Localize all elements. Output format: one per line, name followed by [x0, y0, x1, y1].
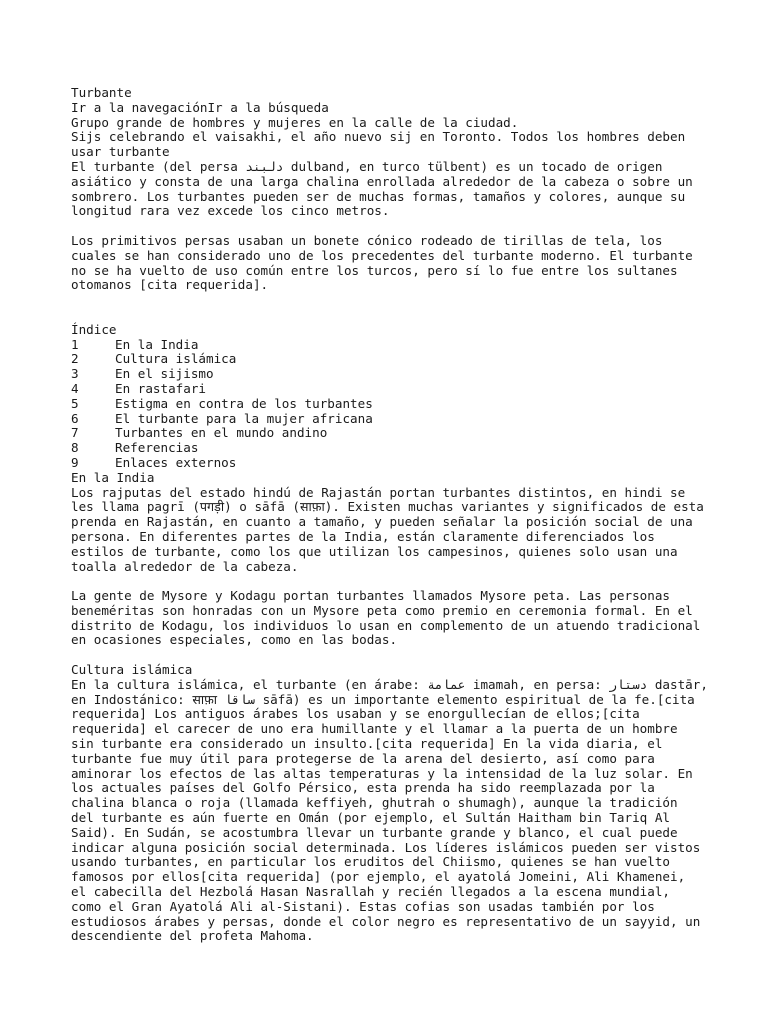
toc-number: 6	[71, 410, 79, 426]
paragraph-line: sombrero. Los turbantes pueden ser de muchas formas, tamaños y colores, aunque su	[71, 188, 686, 204]
paragraph-line: beneméritas son honradas con un Mysore peta como premio en ceremonia formal. En el	[71, 602, 693, 618]
paragraph-line: distrito de Kodagu, los individuos lo usan en complemento de un atuendo tradicional	[71, 617, 701, 633]
toc-number: 9	[71, 454, 79, 470]
paragraph-line: longitud rara vez excede los cinco metros.	[71, 203, 390, 219]
toc-label: El turbante para la mujer africana	[115, 410, 373, 426]
toc-item[interactable]	[71, 338, 711, 353]
page-title: Turbante	[71, 85, 132, 100]
toc-item[interactable]	[71, 397, 711, 412]
paragraph-line: los actuales países del Golfo Pérsico, esta prenda ha sido reemplazada por la	[71, 780, 655, 796]
paragraph-line: La gente de Mysore y Kodagu portan turbantes llamados Mysore peta. Las personas	[71, 588, 670, 604]
paragraph-line: requerida] Los antiguos árabes los usaban y se enorgullecían de ellos;[cita	[71, 706, 640, 722]
toc-label: En rastafari	[115, 380, 206, 396]
paragraph-line: en ocasiones especiales, como en las bodas.	[71, 632, 398, 648]
paragraph-line: El turbante (del persa دلبند dulband, en turco tülbent) es un tocado de origen	[71, 158, 663, 174]
paragraph-line: persona. En diferentes partes de la India, están claramente diferenciados los	[71, 528, 655, 544]
paragraph-line: cuales se han considerado uno de los precedentes del turbante moderno. El turbante	[71, 247, 693, 263]
toc-item[interactable]	[71, 426, 711, 441]
paragraph-line: turbante fue muy útil para protegerse de la arena del desierto, así como para	[71, 750, 655, 766]
toc-label: En el sijismo	[115, 366, 214, 382]
paragraph-line: del turbante es aún fuerte en Omán (por ejemplo, el Sultán Haitham bin Tariq Al	[71, 810, 670, 826]
paragraph-line: toalla alrededor de la cabeza.	[71, 558, 299, 574]
section-islamic-culture	[71, 663, 711, 944]
image-caption-line: Sijs celebrando el vaisakhi, el año nuevo sij en Toronto. Todos los hombres deben	[71, 129, 686, 145]
toc-item[interactable]	[71, 367, 711, 382]
paragraph-line: usando turbantes, en particular los eruditos del Chiismo, quienes se han vuelto	[71, 854, 670, 870]
paragraph-line: otomanos [cita requerida].	[71, 277, 269, 293]
toc-item[interactable]	[71, 412, 711, 427]
toc-number: 5	[71, 395, 79, 411]
toc-label: En la India	[115, 336, 199, 352]
paragraph-line: indicar alguna posición social determinada. Los líderes islámicos pueden ser vistos	[71, 839, 701, 855]
paragraph-line: estudiosos árabes y persas, donde el color negro es representativo de un sayyid, un	[71, 913, 701, 929]
paragraph-line: sin turbante era considerado un insulto.[cita requerida] En la vida diaria, el	[71, 736, 663, 752]
image-caption: Grupo grande de hombres y mujeres en la calle de la ciudad.	[71, 114, 519, 130]
paragraph-line: famosos por ellos[cita requerida] (por ejemplo, el ayatolá Jomeini, Ali Khamenei,	[71, 869, 686, 885]
paragraph-line: Los primitivos persas usaban un bonete cónico rodeado de tirillas de tela, los	[71, 232, 663, 248]
paragraph-line: En la cultura islámica, el turbante (en árabe: عمامة imamah, en persa: دستار dastār,	[71, 676, 708, 692]
paragraph-line: asiático y consta de una larga chalina enrollada alrededor de la cabeza o sobre un	[71, 173, 693, 189]
intro-paragraph-2	[71, 234, 711, 293]
paragraph-line: requerida] el carecer de uno era humillante y el llamar a la puerta de un hombre	[71, 721, 678, 737]
paragraph-line: prenda en Rajastán, en cuanto a tamaño, y pueden señalar la posición social de una	[71, 514, 693, 530]
paragraph-line: no se ha vuelto de uso común entre los turcos, pero sí lo fue entre los sultanes	[71, 262, 678, 278]
toc-number: 7	[71, 425, 79, 441]
toc-label: Turbantes en el mundo andino	[115, 425, 328, 441]
section-india	[71, 471, 711, 649]
paragraph-line: como el Gran Ayatolá Ali al-Sistani). Estas cofias son usadas también por los	[71, 898, 655, 914]
toc-number: 1	[71, 336, 79, 352]
toc-number: 4	[71, 380, 79, 396]
toc-number: 2	[71, 351, 79, 367]
paragraph-line: Los rajputas del estado hindú de Rajastán portan turbantes distintos, en hindi se	[71, 484, 686, 500]
toc-label: Estigma en contra de los turbantes	[115, 395, 373, 411]
toc-number: 8	[71, 440, 79, 456]
document-page	[71, 86, 711, 944]
paragraph-line: estilos de turbante, como los que utilizan los campesinos, quienes solo usan una	[71, 543, 678, 559]
paragraph-line: Said). En Sudán, se acostumbra llevar un turbante grande y blanco, el cual puede	[71, 824, 678, 840]
toc-item[interactable]	[71, 441, 711, 456]
paragraph-line: el cabecilla del Hezbolá Hasan Nasrallah y recién llegados a la escena mundial,	[71, 884, 670, 900]
navigation-links: Ir a la navegaciónIr a la búsqueda	[71, 99, 329, 115]
image-caption-line: usar turbante	[71, 144, 170, 160]
toc-number: 3	[71, 366, 79, 382]
paragraph-line: descendiente del profeta Mahoma.	[71, 928, 314, 944]
paragraph-line: aminorar los efectos de las altas temperaturas y la intensidad de la luz solar. En	[71, 765, 693, 781]
table-of-contents	[71, 323, 711, 471]
section-heading: Cultura islámica	[71, 662, 193, 678]
paragraph-line: chalina blanca o roja (llamada keffiyeh, ghutrah o shumagh), aunque la tradición	[71, 795, 678, 811]
toc-heading: Índice	[71, 321, 117, 337]
intro-paragraph-1	[71, 160, 711, 219]
toc-item[interactable]	[71, 456, 711, 471]
toc-item[interactable]	[71, 352, 711, 367]
paragraph-line: en Indostánico: साफ़ा ساقا sāfā) es un importante elemento espiritual de la fe.[cita	[71, 691, 695, 707]
toc-label: Referencias	[115, 440, 199, 456]
paragraph-line: les llama pagrī (पगड़ी) o sāfā (साफ़ा). Existen muchas variantes y significados de esta	[71, 499, 704, 515]
section-heading: En la India	[71, 469, 155, 485]
toc-label: Cultura islámica	[115, 351, 237, 367]
toc-label: Enlaces externos	[115, 454, 237, 470]
toc-item[interactable]	[71, 382, 711, 397]
